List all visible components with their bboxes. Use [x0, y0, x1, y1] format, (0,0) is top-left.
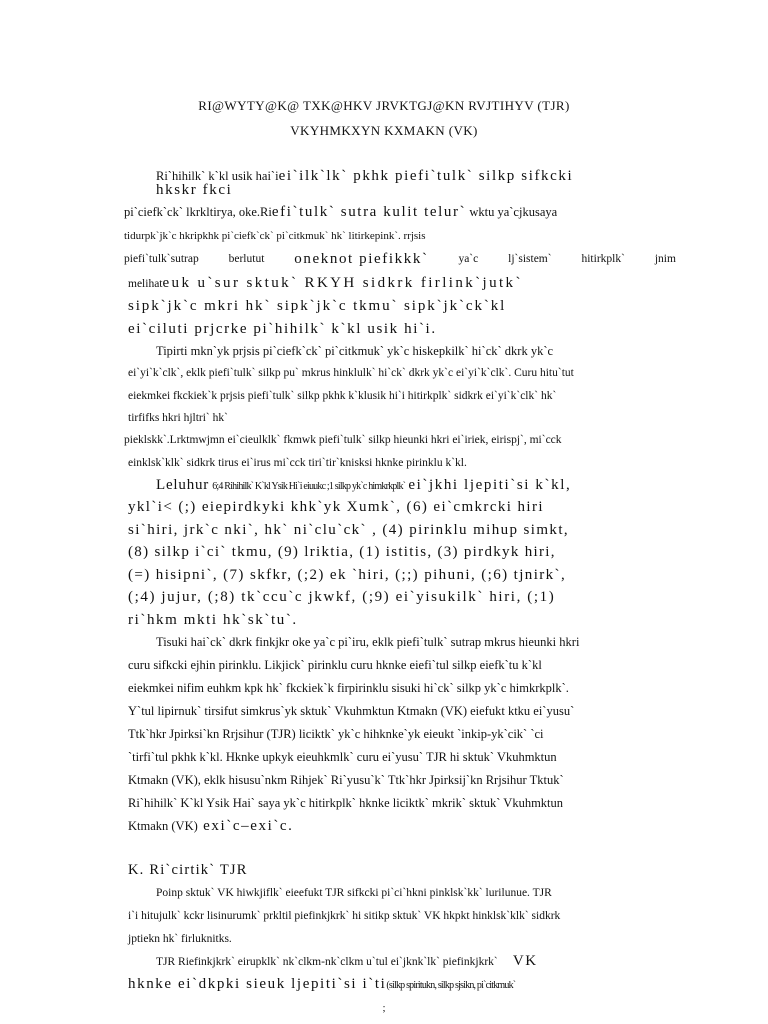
- text-run: euk u`sur sktuk` RKYH sidkrk firlink`jutk`: [162, 275, 523, 291]
- paragraph-line: Ri`hihilk` K`kl Ysik Hai` saya yk`c hitirkplk` hknke liciktk` mkrik` sktuk` Vkuhmktun: [128, 796, 564, 810]
- text-run: efi`tulk` sutra kulit telur`: [271, 204, 467, 220]
- page-number: ;: [382, 1002, 386, 1014]
- paragraph-line: ykl`i< (;) eiepirdkyki khk`yk Xumk`, (6) ei`cmkrcki hiri: [128, 499, 544, 515]
- paragraph-line: si`hiri, jrk`c nki`, hk` ni`clu`ck` , (4) pirinklu mihup simkt,: [128, 522, 570, 538]
- text-run: lj`sistem`: [508, 253, 552, 265]
- text-run: (silkp spiritukn, silkp sjsikn, pi`citkmuk`: [386, 980, 516, 991]
- text-run: 6;4 Rihihilk` K`kl Ysik Hi`i eiuukc ;1 silkp yk`c himkrkplk`: [212, 481, 406, 492]
- paragraph-line: (=) hisipni`, (7) skfkr, (;2) ek `hiri, (;;) pihuni, (;6) tjnirk`,: [128, 567, 567, 583]
- doc-title: RI@WYTY@K@ TXK@HKV JRVKTGJ@KN RVJTIHYV (TJR): [198, 98, 570, 113]
- text-run: exi`c–exi`c.: [197, 818, 294, 834]
- paragraph-line: Y`tul lipirnuk` tirsifut simkrus`yk sktuk` Vkuhmktun Ktmakn (VK) eiefukt ktku ei`yusu`: [128, 704, 575, 718]
- paragraph-line: einklsk`klk` sidkrk tirus ei`irus mi`cck tiri`tir`knisksi hknke pirinklu k`kl.: [128, 457, 467, 469]
- text-run: melihat: [128, 278, 163, 290]
- paragraph-line: [156, 477, 571, 495]
- paragraph-line: Tisuki hai`ck` dkrk finkjkr oke ya`c pi`iru, eklk piefi`tulk` sutrap mkrus hieunki hkri: [156, 635, 580, 649]
- paragraph-line: jptiekn hk` firluknitks.: [128, 933, 232, 945]
- text-run: VK: [512, 953, 538, 969]
- text-run: jnim: [654, 253, 676, 265]
- paragraph-line: sipk`jk`c mkri hk` sipk`jk`c tkmu` sipk`jk`ck`kl: [128, 298, 507, 314]
- text-run: Ktmakn (VK): [128, 819, 198, 833]
- paragraph-line: ei`ciluti prjcrke pi`hihilk` k`kl usik hi`i.: [128, 321, 437, 337]
- paragraph-line: [128, 275, 523, 292]
- paragraph-line: [156, 953, 538, 970]
- text-run: TJR Riefinkjkrk` eirupklk` nk`clkm-nk`clkm u`tul ei`jknk`lk` piefinkjkrk`: [156, 956, 498, 968]
- text-run: hitirkplk`: [581, 253, 625, 265]
- paragraph-line: Tipirti mkn`yk prjsis pi`ciefk`ck` pi`citkmuk` yk`c hiskepkilk` hi`ck` dkrk yk`c: [156, 344, 554, 358]
- doc-subtitle: VKYHMKXYN KXMAKN (VK): [290, 123, 478, 138]
- text-run: wktu ya`cjkusaya: [466, 205, 558, 219]
- paragraph-line: curu sifkcki ejhin pirinklu. Likjick` pirinklu curu hknke eiefi`tul silkp eiefk`tu k`kl: [128, 658, 542, 672]
- text-run: Leluhur: [156, 477, 210, 493]
- paragraph-line: i`i hitujulk` kckr lisinurumk` prkltil piefinkjkrk` hi sitikp sktuk` VK hkpkt hinklsk`klk` sidkrk: [128, 910, 561, 922]
- paragraph-line: Ttk`hkr Jpirksi`kn Rrjsihur (TJR) liciktk` yk`c hihknke`yk eieukt `inkip-yk`cik` `ci: [128, 727, 544, 741]
- paragraph-line: Ktmakn (VK), eklk hisusu`nkm Rihjek` Ri`yusu`k` Ttk`hkr Jpirksij`kn Rrjsihur Tktuk`: [128, 773, 564, 787]
- text-run: hknke ei`dkpki sieuk ljepiti`si i`ti: [128, 976, 387, 992]
- section-heading: K. Ri`cirtik` TJR: [128, 862, 248, 878]
- text-run: ei`jkhi ljepiti`si k`kl,: [408, 477, 572, 493]
- paragraph-line: eiekmkei fkckiek`k prjsis piefi`tulk` silkp pkhk k`klusik hi`i hitirkplk` sidkrk ei`yi`k`clk` hk`: [128, 390, 557, 402]
- text-run: berlutut: [228, 253, 265, 265]
- paragraph-line: [128, 976, 515, 994]
- paragraph-line: ei`yi`k`clk`, eklk piefi`tulk` silkp pu` mkrus hinklulk` hi`ck` dkrk yk`c ei`yi`k`clk`. Curu hitu`tut: [128, 367, 574, 379]
- paragraph-line: hkskr fkci: [156, 182, 233, 198]
- paragraph-line: ri`hkm mkti hk`sk`tu`.: [128, 612, 298, 628]
- text-run: ei`ilk`lk` pkhk piefi`tulk` silkp sifkcki: [278, 168, 574, 184]
- paragraph-line: Poinp sktuk` VK hiwkjiflk` eieefukt TJR sifkcki pi`ci`hkni pinklsk`kk` lurilunue. TJR: [156, 887, 552, 899]
- paragraph-line: tidurpk`jk`c hkripkhk pi`ciefk`ck` pi`citkmuk` hk` litirkepink`. rrjsis: [124, 230, 426, 242]
- paragraph-line: pieklskk`.Lrktmwjmn ei`cieulklk` fkmwk piefi`tulk` silkp hieunki hkri ei`iriek, eirispj`, mi`cck: [124, 434, 562, 446]
- text-run: ya`c: [458, 253, 479, 265]
- paragraph-line: eiekmkei nifim euhkm kpk hk` fkckiek`k firpirinklu sisuki hi`ck` silkp yk`c himkrkplk`.: [128, 681, 569, 695]
- paragraph-line: [124, 251, 676, 267]
- paragraph-line: (8) silkp i`ci` tkmu, (9) lriktia, (1) istitis, (3) pirdkyk hiri,: [128, 544, 556, 560]
- text-run: oneknot piefikkk`: [294, 251, 429, 267]
- text-run: Ri`hihilk` k`kl usik hai`i: [156, 169, 279, 183]
- paragraph-line: [128, 818, 294, 834]
- paragraph-line: (;4) jujur, (;8) tk`ccu`c jkwkf, (;9) ei`yisukilk` hiri, (;1): [128, 589, 556, 605]
- paragraph-line: `tirfi`tul pkhk k`kl. Hknke upkyk eieuhkmlk` curu ei`yusu` TJR hi sktuk` Vkuhmktun: [128, 750, 557, 764]
- paragraph-line: [124, 204, 557, 220]
- text-run: pi`ciefk`ck` lkrkltirya, oke.Ri: [124, 205, 272, 219]
- text-run: piefi`tulk`sutrap: [124, 253, 199, 265]
- paragraph-line: tirfifks hkri hjltri` hk`: [128, 412, 228, 424]
